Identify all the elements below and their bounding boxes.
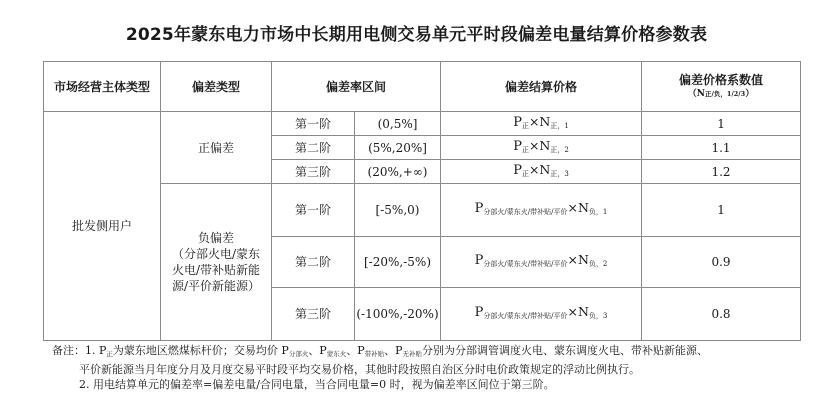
note-part-2: 分别为分部调管调度火电、蒙东调度火电、带补贴新能源、 (422, 344, 709, 357)
note-sub-c: 带补贴 (364, 350, 385, 358)
note-line-3: 2. 用电结算单元的偏差率=偏差电量/合同电量，当合同电量=0 时，视为偏差率区间位于第三阶。 (79, 378, 555, 391)
formula-n: N (577, 303, 589, 319)
positive-deviation-cell: 正偏差 (161, 112, 272, 184)
formula-p-subscript: 正 (521, 145, 529, 154)
note-sub-zheng: 正 (106, 350, 113, 358)
note-prefix: 备注：1. P (52, 344, 107, 357)
formula-p-subscript: 正 (521, 169, 529, 178)
note-sub-d: 无补贴 (402, 350, 423, 358)
header-deviation-range: 偏差率区间 (272, 62, 441, 112)
formula-n: N (539, 113, 551, 129)
formula-times: × (567, 303, 578, 319)
tier-cell: 第三阶 (272, 287, 355, 340)
header-row (44, 62, 801, 112)
formula-n: N (577, 199, 589, 215)
negative-deviation-label: 负偏差 (197, 231, 234, 246)
formula-times: × (528, 137, 540, 153)
note-sep-1: 、P (308, 344, 327, 357)
note-sub-b: 蒙东火 (326, 350, 347, 358)
formula-n-subscript: 负，1 (588, 207, 608, 216)
negative-deviation-desc-1: （分部火电/蒙东 (171, 247, 261, 262)
tier-cell: 第二阶 (272, 136, 355, 160)
formula-n-subscript: 负，2 (588, 259, 608, 268)
negative-deviation-desc-2: 火电/带补贴新能 (171, 263, 261, 278)
header-coefficient (642, 62, 801, 112)
table-row (44, 112, 801, 136)
formula-p: P (513, 162, 522, 178)
note-part-1: 为蒙东地区燃煤标杆价；交易均价 P (112, 344, 289, 357)
price-formula-cell (441, 112, 642, 136)
formula-times: × (567, 199, 578, 215)
deviation-price-table (43, 61, 801, 341)
header-deviation-type: 偏差类型 (161, 62, 272, 112)
header-coefficient-sub-subscript: 正/负，1/2/3 (705, 90, 746, 99)
tier-cell: 第一阶 (272, 112, 355, 136)
note-sep-2: 、P (346, 344, 365, 357)
formula-p-subscript: 分部火/蒙东火/带补贴/平价 (483, 311, 568, 320)
formula-n: N (539, 161, 551, 177)
coefficient-cell: 1.1 (642, 136, 801, 160)
notes (52, 343, 832, 392)
tier-cell: 第一阶 (272, 184, 355, 236)
formula-p: P (474, 200, 484, 216)
header-subject-type: 市场经营主体类型 (44, 62, 161, 112)
table-title: 2025年蒙东电力市场中长期用电侧交易单元平时段偏差电量结算价格参数表 (125, 25, 708, 45)
formula-p-subscript: 正 (521, 121, 529, 130)
subject-type-cell: 批发侧用户 (44, 112, 161, 341)
formula-n-subscript: 正，2 (550, 145, 569, 154)
formula-p: P (513, 114, 522, 130)
formula-p: P (474, 304, 484, 320)
range-cell: [-5%,0) (355, 184, 441, 236)
header-coefficient-sub-prefix: （N (687, 89, 706, 100)
range-cell: [-20%,-5%) (355, 236, 441, 287)
formula-n-subscript: 正，1 (550, 121, 569, 130)
coefficient-cell: 1 (642, 112, 801, 136)
formula-p-subscript: 分部火/蒙东火/带补贴/平价 (483, 207, 568, 216)
note-line-1 (52, 343, 832, 362)
price-formula-cell (441, 184, 642, 236)
note-sub-a: 分部火 (288, 350, 309, 358)
price-formula-cell (441, 136, 642, 160)
price-formula-cell (441, 236, 642, 287)
header-coefficient-main: 偏差价格系数值 (679, 73, 764, 88)
tier-cell: 第二阶 (272, 236, 355, 287)
range-cell: (-100%,-20%) (355, 287, 441, 340)
formula-p: P (513, 138, 522, 154)
header-coefficient-sub (642, 88, 800, 101)
range-cell: (0,5%] (355, 112, 441, 136)
price-formula-cell (441, 160, 642, 184)
note-line-2: 平价新能源当月年度分月及月度交易平时段平均交易价格，其他时段按照自治区分时电价政策规定的浮动比例执行。 (79, 363, 640, 376)
coefficient-cell: 0.9 (642, 236, 801, 287)
header-settlement-price: 偏差结算价格 (441, 62, 642, 112)
coefficient-cell: 1.2 (642, 160, 801, 184)
formula-times: × (528, 113, 540, 129)
formula-n-subscript: 负，3 (588, 311, 608, 320)
note-sep-3: 、P (384, 344, 403, 357)
formula-n-subscript: 正，3 (550, 169, 569, 178)
formula-times: × (567, 251, 578, 267)
formula-p-subscript: 分部火/蒙东火/带补贴/平价 (483, 259, 568, 268)
formula-p: P (474, 252, 484, 268)
formula-n: N (577, 251, 589, 267)
formula-times: × (528, 161, 540, 177)
coefficient-cell: 1 (642, 184, 801, 236)
range-cell: (5%,20%] (355, 136, 441, 160)
tier-cell: 第三阶 (272, 160, 355, 184)
formula-n: N (539, 137, 551, 153)
negative-deviation-cell (161, 184, 272, 341)
header-coefficient-sub-suffix: ） (745, 89, 755, 100)
negative-deviation-desc-3: 源/平价新能源） (171, 279, 261, 294)
range-cell: (20%,+∞) (355, 160, 441, 184)
coefficient-cell: 0.8 (642, 287, 801, 340)
price-formula-cell (441, 287, 642, 340)
